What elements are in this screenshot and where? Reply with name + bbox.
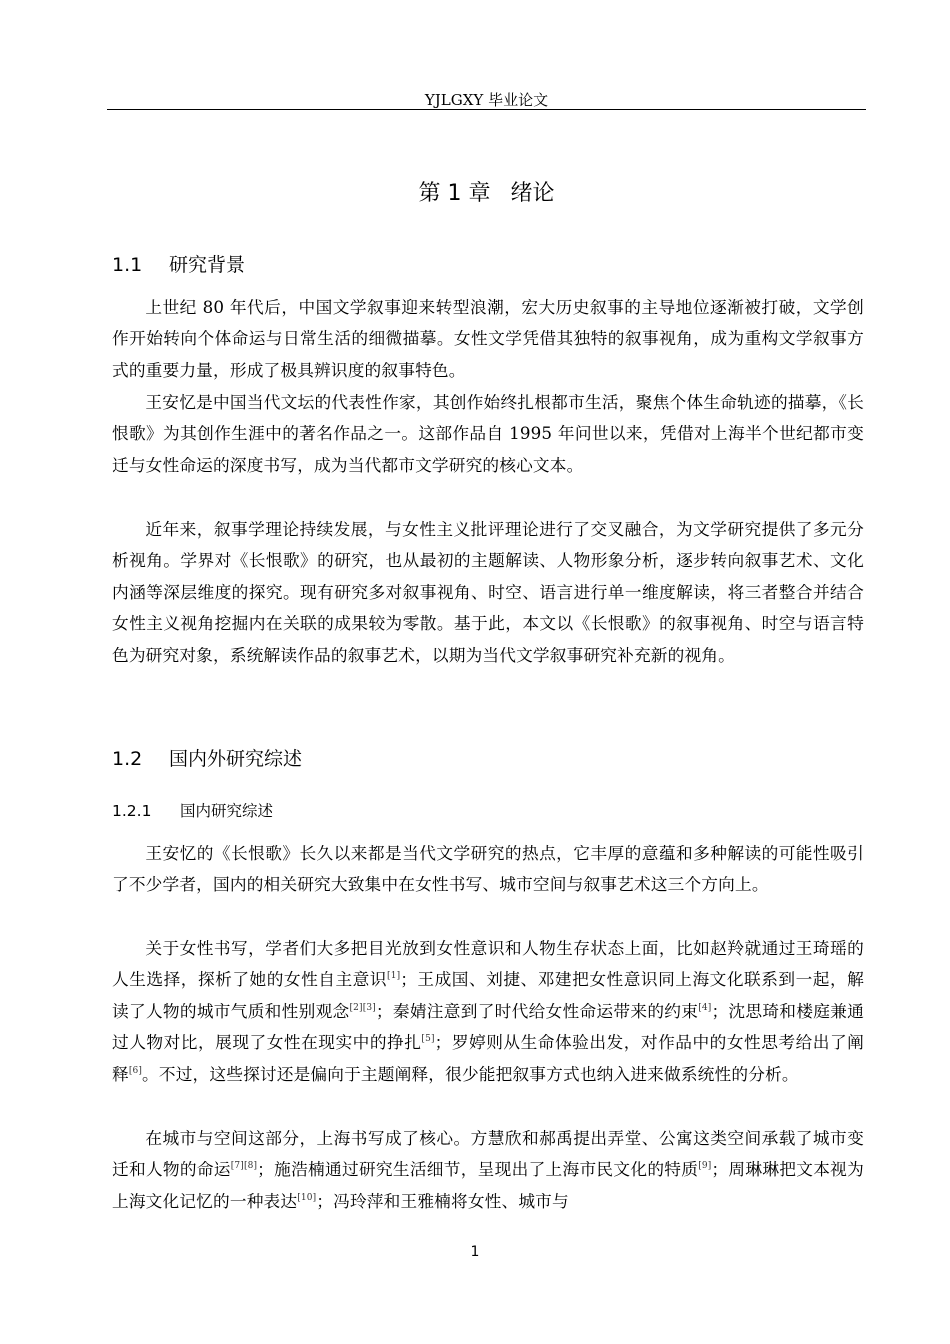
section-number: 1.1: [112, 254, 143, 276]
citation-ref[interactable]: [6]: [128, 1065, 143, 1076]
text-run: ；施浩楠通过研究生活细节，呈现出了上海市民文化的特质: [257, 1159, 699, 1180]
citation-ref[interactable]: [1]: [387, 971, 401, 982]
text-run: 在城市与空间这部分，上海书写成了核心。方慧欣和郝禹提出弄堂、公寓这类空间承载了城市变迁和人物的命运: [112, 1128, 864, 1180]
text-run: ；沈思琦和楼庭兼通过人物对比，展现了女性在现实中的挣扎: [112, 1000, 864, 1053]
text-run: 关于女性书写，学者们大多把目光放到女性意识和人物生存状态上面，比如赵羚就通过王琦瑶的人生选择，探析了她的女性自主意识: [112, 938, 864, 990]
subsection-heading-1-2-1: [112, 798, 273, 824]
paragraph-background-2: 王安忆是中国当代文坛的代表性作家，其创作始终扎根都市生活，聚焦个体生命轨迹的描摹，《长恨歌》为其创作生涯中的著名作品之一。这部作品自 1995 年问世以来，凭借对上海半个世纪都市变迁与女性命运的深度书写，成为当代都市文学研究的核心文本。: [112, 392, 864, 475]
text-run: ；周琳琳把文本视为上海文化记忆的一种表达: [112, 1159, 864, 1211]
citation-ref[interactable]: [10]: [297, 1192, 317, 1203]
text-run: 。不过，这些探讨还是偏向于主题阐释，很少能把叙事方式也纳入进来做系统性的分析。: [142, 1063, 799, 1084]
citation-ref[interactable]: [5]: [421, 1034, 435, 1045]
chapter-heading: [107, 178, 866, 210]
text-run: ；罗婷则从生命体验出发，对作品中的女性思考给出了阐释: [112, 1032, 865, 1084]
subsection-number: 1.2.1: [112, 802, 152, 820]
running-header: YJLGXY 毕业论文: [424, 91, 549, 109]
section-title: 研究背景: [169, 254, 246, 276]
paragraph-background-3: 近年来，叙事学理论持续发展，与女性主义批评理论进行了交叉融合，为文学研究提供了多元分析视角。学界对《长恨歌》的研究，也从最初的主题解读、人物形象分析，逐步转向叙事艺术、文化内涵等深层维度的探究。现有研究多对叙事视角、时空、语言进行单一维度解读，将三者整合并结合女性主义视角挖掘内在关联的成果较为零散。基于此，本文以《长恨歌》的叙事视角、时空与语言特色为研究对象，系统解读作品的叙事艺术，以期为当代文学叙事研究补充新的视角。: [112, 519, 864, 665]
page-number: 1: [470, 1244, 480, 1260]
subsection-title: 国内研究综述: [180, 802, 274, 820]
citation-ref[interactable]: [4]: [698, 1002, 712, 1013]
section-heading-1-1: [112, 250, 245, 280]
section-title: 国内外研究综述: [169, 748, 303, 770]
text-run: ；秦婧注意到了时代给女性命运带来的约束: [375, 1000, 699, 1021]
text-run: ；王成国、刘捷、邓建把女性意识同上海文化联系到一起，解读了人物的城市气质和性别观念: [112, 969, 864, 1021]
text-run: ；冯玲萍和王雅楠将女性、城市与: [316, 1190, 569, 1211]
section-number: 1.2: [112, 748, 143, 770]
citation-ref[interactable]: [2][3]: [349, 1002, 376, 1013]
citation-ref[interactable]: [9]: [698, 1161, 712, 1172]
chapter-number: 第 1 章: [418, 181, 491, 206]
paragraph-female-writing: [112, 933, 864, 1090]
paragraph-city-space: [112, 1123, 864, 1217]
paragraph-background-1: 上世纪 80 年代后，中国文学叙事迎来转型浪潮，宏大历史叙事的主导地位逐渐被打破，文学创作开始转向个体命运与日常生活的细微描摹。女性文学凭借其独特的叙事视角，成为重构文学叙事方式的重要力量，形成了极具辨识度的叙事特色。: [112, 297, 864, 380]
paragraph-domestic-overview: 王安忆的《长恨歌》长久以来都是当代文学研究的热点，它丰厚的意蕴和多种解读的可能性吸引了不少学者，国内的相关研究大致集中在女性书写、城市空间与叙事艺术这三个方向上。: [112, 843, 864, 895]
chapter-title: 绪论: [510, 181, 555, 206]
citation-ref[interactable]: [7][8]: [230, 1161, 258, 1172]
section-heading-1-2: [112, 744, 302, 774]
header-rule: [107, 109, 866, 110]
